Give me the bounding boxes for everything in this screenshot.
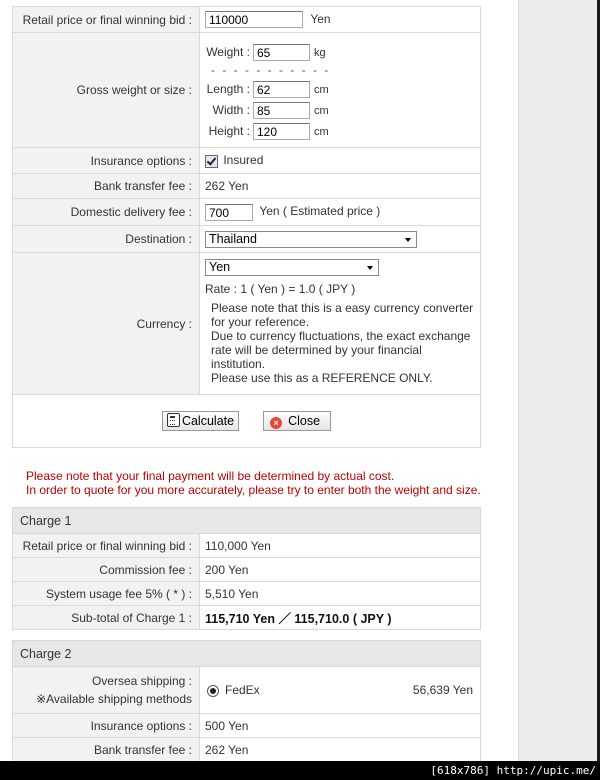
height-unit: cm	[314, 126, 329, 138]
currency-note-line: rate will be determined by your financial	[211, 343, 422, 357]
width-input[interactable]: 85	[253, 102, 310, 119]
warning-line: In order to quote for you more accurately, please try to enter both the weight and size.	[26, 483, 481, 497]
weight-label: Weight :	[206, 45, 250, 59]
length-label: Length :	[206, 82, 250, 96]
gross-weight-label: Gross weight or size :	[13, 33, 200, 148]
retail-price-unit: Yen	[310, 11, 331, 26]
charge1-table	[12, 507, 481, 630]
subtotal-value: 115,710 Yen ／ 115,710.0 ( JPY )	[200, 606, 481, 630]
checkmark-icon	[207, 155, 217, 165]
currency-note-line: Please use this as a REFERENCE ONLY.	[211, 371, 433, 385]
charge2-title: Charge 2	[13, 641, 481, 667]
chevron-down-icon	[405, 238, 411, 242]
domestic-delivery-input[interactable]: 700	[205, 204, 253, 221]
shipping-methods-label: ※Available shipping methods	[36, 692, 192, 706]
destination-select[interactable]	[205, 231, 417, 248]
calculate-button-label: Calculate	[181, 414, 235, 428]
exchange-rate: Rate : 1 ( Yen ) = 1.0 ( JPY )	[205, 282, 356, 296]
charge2-bank-value: 262 Yen	[200, 738, 481, 762]
height-label: Height :	[208, 124, 250, 138]
currency-note	[211, 301, 480, 385]
close-icon: ×	[270, 417, 282, 429]
charge1-title: Charge 1	[13, 508, 481, 534]
dimension-divider: - - - - - - - - - - -	[211, 63, 331, 77]
currency-note-line: for your reference.	[211, 315, 310, 329]
width-unit: cm	[314, 105, 329, 117]
destination-selected: Thailand	[209, 231, 257, 246]
charge1-row-label: System usage fee 5% ( * ) :	[13, 582, 200, 606]
currency-select[interactable]	[205, 259, 379, 276]
fedex-radio[interactable]	[207, 685, 219, 697]
currency-note-line: Due to currency fluctuations, the exact exchange	[211, 329, 471, 343]
chevron-down-icon	[367, 266, 373, 270]
subtotal-label: Sub-total of Charge 1 :	[13, 606, 200, 630]
weight-input[interactable]: 65	[253, 44, 310, 61]
domestic-delivery-suffix: Yen ( Estimated price )	[259, 204, 381, 219]
charge2-insurance-label: Insurance options :	[13, 714, 200, 738]
calculator-icon	[167, 413, 180, 427]
insured-checkbox[interactable]	[205, 155, 218, 168]
oversea-shipping-label: Oversea shipping :	[91, 674, 192, 688]
charge1-row-value: 5,510 Yen	[200, 582, 481, 606]
insured-checkbox-label[interactable]: Insured	[223, 153, 264, 168]
currency-note-line: Please note that this is a easy currency converter	[211, 301, 474, 315]
charge2-insurance-value: 500 Yen	[200, 714, 481, 738]
calculator-form	[12, 6, 481, 448]
calculate-button[interactable]	[162, 411, 239, 431]
length-input[interactable]: 62	[253, 81, 310, 98]
currency-label: Currency :	[13, 253, 200, 395]
length-unit: cm	[314, 84, 329, 96]
warning-line: Please note that your final payment will be determined by actual cost.	[26, 469, 395, 483]
retail-price-input[interactable]: 110000	[205, 11, 303, 28]
retail-price-label: Retail price or final winning bid :	[13, 7, 200, 33]
charge1-row-value: 200 Yen	[200, 558, 481, 582]
image-host-footer: [618x786] http://upic.me/	[0, 761, 600, 780]
height-input[interactable]: 120	[253, 123, 310, 140]
weight-unit: kg	[314, 47, 326, 59]
domestic-delivery-label: Domestic delivery fee :	[13, 199, 200, 226]
payment-warning	[26, 469, 481, 497]
right-blank-pane	[518, 0, 598, 761]
charge2-bank-label: Bank transfer fee :	[13, 738, 200, 762]
charge1-row-label: Commission fee :	[13, 558, 200, 582]
charge1-row-label: Retail price or final winning bid :	[13, 534, 200, 558]
width-label: Width :	[212, 103, 250, 117]
charge1-row-value: 110,000 Yen	[200, 534, 481, 558]
charge2-table	[12, 640, 481, 761]
close-button-label: Close	[288, 414, 321, 428]
shipping-method-label[interactable]: FedEx	[225, 683, 260, 697]
currency-note-line: institution.	[211, 357, 266, 371]
currency-selected: Yen	[209, 260, 231, 274]
bank-transfer-label: Bank transfer fee :	[13, 174, 200, 199]
close-button[interactable]	[263, 411, 331, 431]
insurance-label: Insurance options :	[13, 148, 200, 174]
bank-transfer-value: 262 Yen	[200, 174, 481, 199]
shipping-amount: 56,639 Yen	[412, 683, 473, 697]
destination-label: Destination :	[13, 226, 200, 253]
